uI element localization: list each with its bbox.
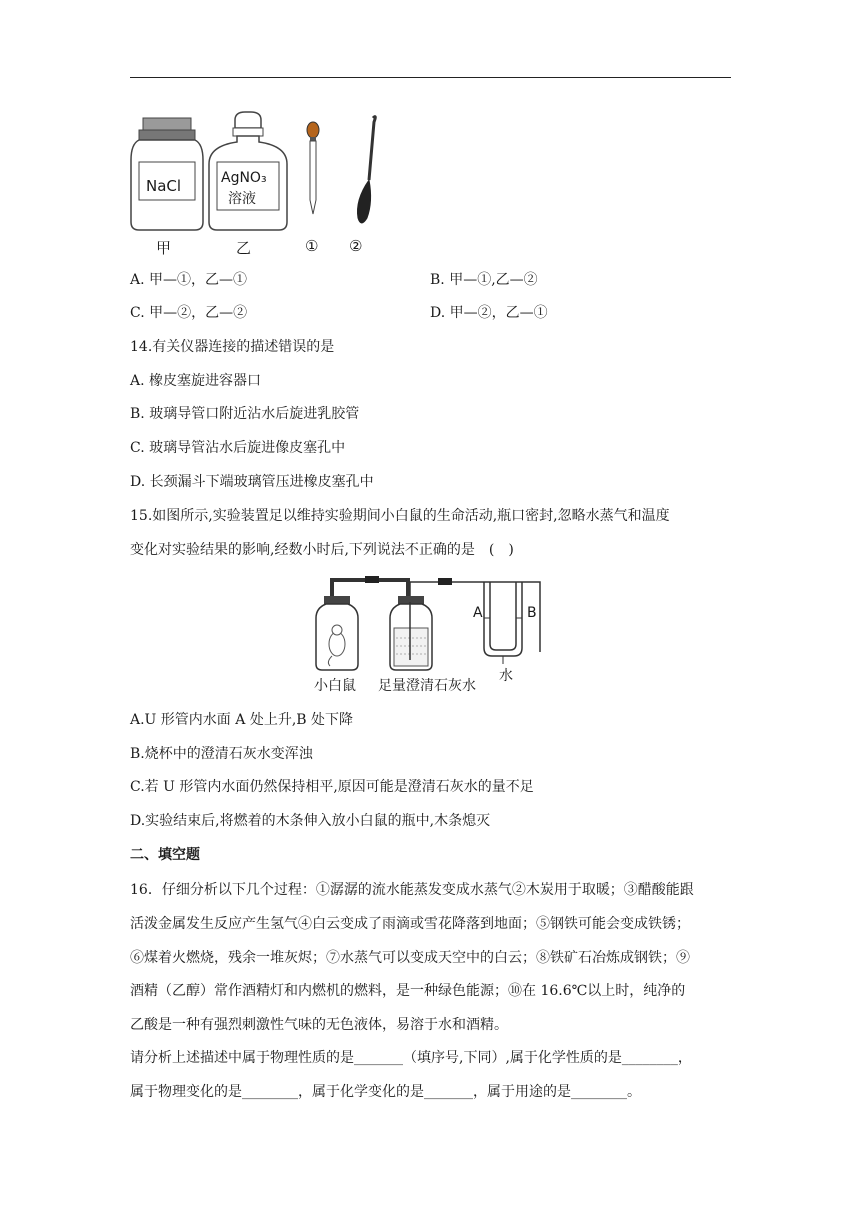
dropper-icon	[307, 122, 319, 214]
header-rule	[130, 77, 731, 78]
water-caption: 水	[499, 668, 513, 684]
q16-line4: 酒精（乙醇）常作酒精灯和内燃机的燃料，是一种绿色能源；⑩在 16.6℃以上时，纯净的	[130, 983, 686, 999]
u-tube-icon	[484, 582, 522, 664]
q13-option-a: A. 甲—①，乙—①	[130, 272, 248, 288]
q14-stem: 14.有关仪器连接的描述错误的是	[130, 339, 335, 355]
limewater-caption: 足量澄清石灰水	[378, 678, 476, 694]
q16-line3: ⑥煤着火燃烧，残余一堆灰烬；⑦水蒸气可以变成天空中的白云；⑧铁矿石冶炼成钢铁；⑨	[130, 950, 690, 966]
spoon-icon	[357, 117, 375, 223]
q16-line6: 请分析上述描述中属于物理性质的是_______（填序号,下同）,属于化学性质的是________，	[130, 1050, 692, 1066]
q15-stem-line2: 变化对实验结果的影响,经数小时后,下列说法不正确的是 ( )	[130, 542, 514, 558]
q16-line2: 活泼金属发生反应产生氢气④白云变成了雨滴或雪花降落到地面；⑤钢铁可能会变成铁锈；	[130, 916, 690, 932]
q15-stem-line1: 15.如图所示,实验装置足以维持实验期间小白鼠的生命活动,瓶口密封,忽略水蒸气和温度	[130, 508, 670, 524]
bottle-jia-icon	[131, 118, 203, 230]
apparatus-figure	[310, 572, 550, 692]
bottle-jia-caption: 甲	[156, 239, 172, 257]
mouse-caption: 小白鼠	[314, 678, 356, 694]
mouse-bottle-icon	[316, 596, 358, 670]
q13-option-c: C. 甲—②，乙—②	[130, 305, 248, 321]
agno3-solution-label: 溶液	[228, 191, 256, 207]
q13-option-b: B. 甲—①,乙—②	[430, 272, 538, 288]
q14-option-d: D. 长颈漏斗下端玻璃管压进橡皮塞孔中	[130, 474, 374, 490]
u-tube-label-a: A	[473, 605, 483, 621]
dropper-caption: ①	[305, 237, 319, 255]
q15-option-c: C.若 U 形管内水面仍然保持相平,原因可能是澄清石灰水的量不足	[130, 779, 534, 795]
q16-line5: 乙酸是一种有强烈刺激性气味的无色液体，易溶于水和酒精。	[130, 1017, 508, 1033]
u-tube-label-b: B	[527, 605, 537, 621]
limewater-bottle-icon	[390, 596, 432, 670]
q14-option-c: C. 玻璃导管沾水后旋进像皮塞孔中	[130, 440, 346, 456]
nacl-label: NaCl	[146, 177, 182, 195]
spoon-caption: ②	[349, 237, 363, 255]
q14-option-a: A. 橡皮塞旋进容器口	[130, 373, 262, 389]
q15-option-a: A.U 形管内水面 A 处上升,B 处下降	[130, 712, 354, 728]
q15-option-d: D.实验结束后,将燃着的木条伸入放小白鼠的瓶中,木条熄灭	[130, 813, 491, 829]
q14-option-b: B. 玻璃导管口附近沾水后旋进乳胶管	[130, 406, 360, 422]
q13-option-d: D. 甲—②，乙—①	[430, 305, 548, 321]
bottle-yi-caption: 乙	[236, 239, 252, 257]
q15-option-b: B.烧杯中的澄清石灰水变浑浊	[130, 746, 313, 762]
q16-line7: 属于物理变化的是________，属于化学变化的是_______，属于用途的是________。	[130, 1084, 641, 1100]
agno3-label: AgNO₃	[221, 170, 267, 186]
q16-line1: 16．仔细分析以下几个过程：①潺潺的流水能蒸发变成水蒸气②木炭用于取暖；③醋酸能跟	[130, 882, 694, 898]
section-title: 二、填空题	[130, 847, 200, 863]
